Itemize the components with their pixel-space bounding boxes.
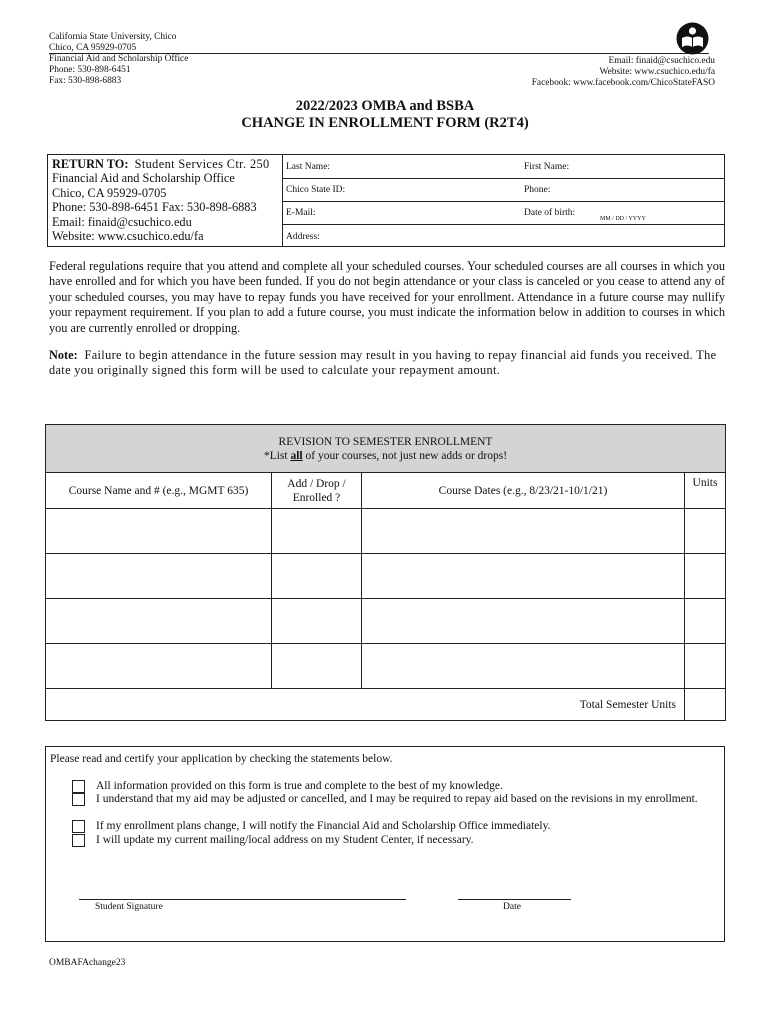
enrollment-table-title: REVISION TO SEMESTER ENROLLMENT [278, 435, 493, 448]
phone-field[interactable]: Phone: [524, 185, 551, 195]
table-row [46, 509, 726, 554]
units-cell[interactable] [685, 599, 726, 644]
units-cell[interactable] [685, 509, 726, 554]
course-name-cell[interactable] [46, 554, 272, 599]
column-header-course-dates: Course Dates (e.g., 8/23/21-10/1/21) [362, 473, 685, 509]
student-signature-label: Student Signature [95, 902, 163, 912]
field-divider [283, 178, 724, 179]
statement-text: I understand that my aid may be adjusted or cancelled, and I may be required to repay aid based on the revisions in my enrollment. [96, 793, 698, 805]
enrollment-table-header [46, 425, 726, 473]
return-to-phone-fax: Phone: 530-898-6451 Fax: 530-898-6883 [52, 200, 257, 215]
table-row [46, 554, 726, 599]
course-name-cell[interactable] [46, 644, 272, 689]
enrollment-table-subtitle [46, 449, 725, 463]
course-name-cell[interactable] [46, 509, 272, 554]
subtitle-suffix: of your courses, not just new adds or drops! [302, 449, 508, 462]
date-of-birth-field[interactable]: Date of birth: [524, 208, 576, 218]
note-paragraph [49, 348, 725, 379]
total-semester-units-label: Total Semester Units [46, 689, 685, 721]
university-name: California State University, Chico [49, 32, 177, 42]
subtitle-prefix: *List [263, 449, 291, 462]
return-to-office: Financial Aid and Scholarship Office [52, 171, 235, 186]
statement-text: I will update my current mailing/local address on my Student Center, if necessary. [96, 834, 474, 846]
return-to-city: Chico, CA 95929-0705 [52, 185, 167, 200]
checkbox[interactable] [72, 820, 85, 833]
course-dates-cell[interactable] [362, 554, 685, 599]
checkbox[interactable] [72, 793, 85, 806]
office-phone: Phone: 530-898-6451 [49, 65, 131, 75]
course-dates-cell[interactable] [362, 599, 685, 644]
total-units-cell[interactable] [685, 689, 726, 721]
certification-intro: Please read and certify your application by checking the statements below. [50, 753, 393, 765]
form-code: OMBAFAchange23 [49, 958, 126, 968]
course-name-cell[interactable] [46, 599, 272, 644]
statement-text: All information provided on this form is true and complete to the best of my knowledge. [96, 780, 503, 792]
certification-box [45, 746, 725, 942]
chico-state-id-field[interactable]: Chico State ID: [286, 185, 346, 195]
student-info-box [282, 154, 725, 247]
office-website: Website: www.csuchico.edu/fa [599, 67, 715, 77]
note-text: Failure to begin attendance in the future session may result in you having to repay financial aid funds you received. The date you originally signed this form will be used to calculate your repayment amount. [49, 348, 717, 378]
address-field[interactable]: Address: [286, 232, 320, 242]
checkbox[interactable] [72, 780, 85, 793]
add-drop-cell[interactable] [272, 644, 362, 689]
total-row [46, 689, 726, 721]
date-of-birth-format: MM / DD / YYYY [600, 216, 646, 222]
table-row [46, 599, 726, 644]
course-dates-cell[interactable] [362, 509, 685, 554]
units-cell[interactable] [685, 644, 726, 689]
office-name: Financial Aid and Scholarship Office [49, 54, 189, 64]
course-dates-cell[interactable] [362, 644, 685, 689]
add-drop-cell[interactable] [272, 554, 362, 599]
table-row [46, 644, 726, 689]
university-city: Chico, CA 95929-0705 [49, 43, 137, 53]
add-drop-cell[interactable] [272, 599, 362, 644]
statement-text: If my enrollment plans change, I will notify the Financial Aid and Scholarship Office immediately. [96, 820, 551, 832]
return-to-box [47, 154, 283, 247]
return-to-email: Email: finaid@csuchico.edu [52, 214, 192, 229]
return-to-text [52, 157, 270, 243]
enrollment-table [45, 424, 726, 721]
return-to-label: RETURN TO: [52, 157, 129, 171]
first-name-field[interactable]: First Name: [524, 162, 570, 172]
column-header-units: Units [685, 473, 726, 509]
note-label: Note: [49, 348, 78, 362]
date-label: Date [503, 902, 521, 912]
date-line[interactable] [458, 899, 571, 900]
university-seal-icon [676, 22, 709, 55]
units-cell[interactable] [685, 554, 726, 599]
return-to-building: Student Services Ctr. 250 [134, 157, 270, 171]
field-divider [283, 224, 724, 225]
office-email: Email: finaid@csuchico.edu [608, 56, 715, 66]
regulations-paragraph: Federal regulations require that you attend and complete all your scheduled courses. Your scheduled courses are all courses in which you have enrolled and for which you have been funded. If you do not begin attendance or your class is canceled or you cease to attend any of your scheduled courses, you may have to repay funds you have received for your enrollment. Attendance in a future course may nullify your repayment requirement. If you plan to add a future course, you must indicate the information below in addition to courses in which you are currently enrolled or dropping. [49, 259, 725, 335]
student-signature-line[interactable] [79, 899, 406, 900]
checkbox[interactable] [72, 834, 85, 847]
office-address-block [49, 32, 188, 87]
header-divider [49, 53, 709, 54]
office-fax: Fax: 530-898-6883 [49, 76, 122, 86]
add-drop-cell[interactable] [272, 509, 362, 554]
column-header-add-drop: Add / Drop / Enrolled ? [272, 473, 362, 509]
form-title-line2: CHANGE IN ENROLLMENT FORM (R2T4) [241, 115, 529, 131]
office-facebook: Facebook: www.facebook.com/ChicoStateFASO [531, 78, 715, 88]
form-title-line1: 2022/2023 OMBA and BSBA [295, 98, 475, 114]
email-field[interactable]: E-Mail: [286, 208, 316, 218]
office-contact-block [532, 56, 715, 89]
last-name-field[interactable]: Last Name: [286, 162, 331, 172]
form-title [0, 98, 770, 132]
return-to-website: Website: www.csuchico.edu/fa [52, 229, 204, 244]
field-divider [283, 201, 724, 202]
column-header-course-name: Course Name and # (e.g., MGMT 635) [46, 473, 272, 509]
subtitle-emphasis: all [290, 449, 303, 462]
